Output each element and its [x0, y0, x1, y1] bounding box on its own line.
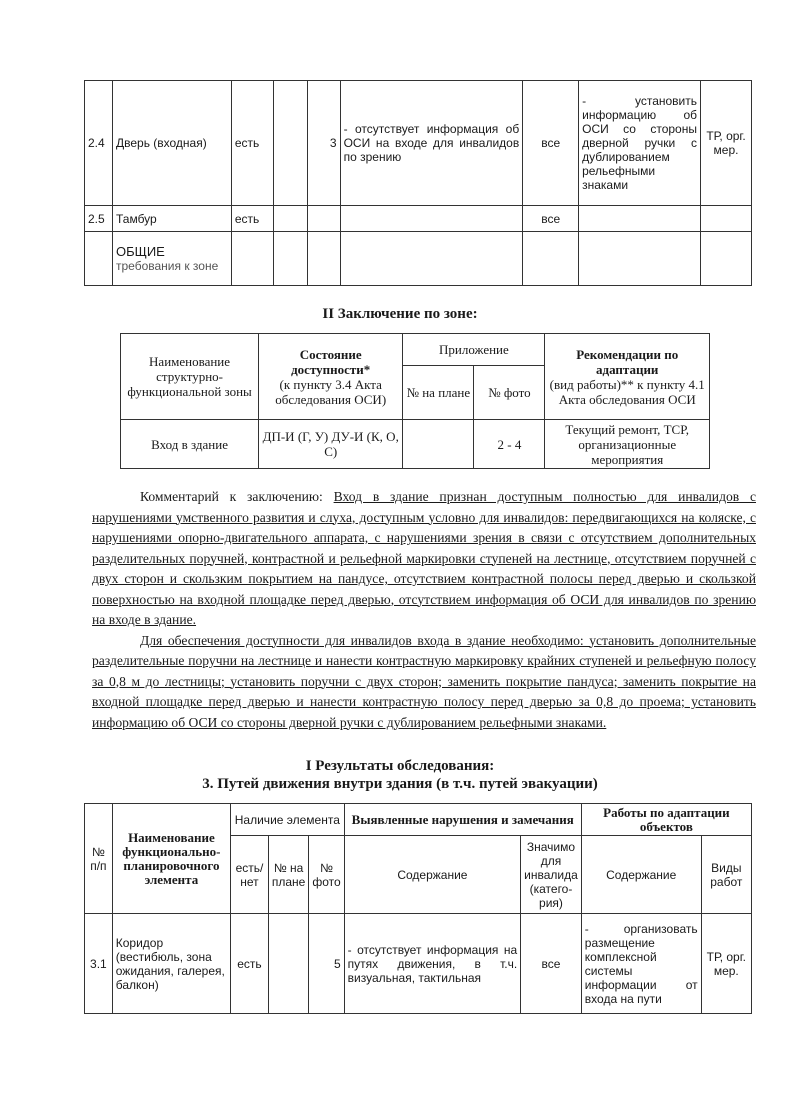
- work-type-cell: ТР, орг. мер.: [701, 81, 752, 206]
- paths-table: [84, 803, 752, 1014]
- row-number: 2.4: [85, 81, 113, 206]
- presence-cell: есть: [231, 914, 269, 1014]
- recommendation-paragraph: Для обеспечения доступности для инвалидов входа в здание необходимо: установить дополнительные разделительные поручни на лестнице и нанести контрастную маркировку крайних ступеней и рельефную полосу за 0,8 м до лестницы; установить поручни с двух сторон; заменить покрытие пандуса; заменить покрытие на входной площадке перед дверью и нанести контрастную полосу перед дверью за 0,8 до проема; установить информацию об ОСИ со стороны дверной ручки с дублированием рельефными знаками.: [92, 632, 756, 730]
- zone-name-header: Наименование структурно-функциональной зоны: [121, 334, 259, 420]
- plan-number-cell: [273, 81, 307, 206]
- violation-cell: [340, 232, 523, 286]
- table-row: [85, 81, 752, 206]
- exists-header: есть/ нет: [231, 836, 269, 914]
- significance-cell: все: [523, 206, 579, 232]
- plan-number-header: № на плане: [268, 836, 308, 914]
- table-row: [85, 206, 752, 232]
- photo-number-cell: [307, 232, 340, 286]
- photo-number-header: № фото: [309, 836, 344, 914]
- violation-cell: - отсутствует информация об ОСИ на входе для инвалидов по зрению: [340, 81, 523, 206]
- plan-number-cell: [273, 206, 307, 232]
- photo-number-cell: 5: [309, 914, 344, 1014]
- table-row: [85, 232, 752, 286]
- work-type-cell: [701, 206, 752, 232]
- presence-cell: есть: [231, 81, 273, 206]
- element-name: Коридор (вестибюль, зона ожидания, галерея, балкон): [112, 914, 230, 1014]
- work-type-cell: ТР, орг. мер.: [701, 914, 751, 1014]
- results-heading: I Результаты обследования:: [305, 758, 495, 774]
- work-content-cell: [579, 232, 701, 286]
- element-name-header: Наименование функционально-планировочного элемента: [112, 804, 230, 914]
- comment-label: Комментарий к заключению:: [140, 489, 334, 504]
- accessibility-state-header: [259, 334, 403, 420]
- significance-cell: [523, 232, 579, 286]
- table-row: [85, 914, 752, 1014]
- work-type-header: Виды работ: [701, 836, 751, 914]
- table-row: [121, 420, 710, 469]
- element-name: [112, 232, 231, 286]
- work-content-cell: - установить информацию об ОСИ со стороны дверной ручки с дублированием рельефными знаками: [579, 81, 701, 206]
- comment-text: Вход в здание признан доступным полностью для инвалидов с нарушениями умственного развития и слуха, доступным условно для инвалидов: передвигающихся на коляске, с нарушениями опорно-двигательного аппарата, с нарушениями зрения в связи с отсутствием дополнительных разделительных поручней, контрастной и рельефной маркировки ступеней на лестнице, отсутствием поручней с двух сторон и скользким покрытием на пандусе, отсутствием контрастной полосы перед дверью и скользкой поверхностью на входной площадке перед дверью, отсутствием информация об ОСИ для инвалидов по зрению на входе в здание.: [92, 489, 756, 627]
- accessibility-state-cell: ДП-И (Г, У) ДУ-И (К, О, С): [259, 420, 403, 469]
- recommendations-note: (вид работы)** к пункту 4.1 Акта обследования ОСИ: [549, 376, 705, 407]
- row-number: 2.5: [85, 206, 113, 232]
- recommendations-title: Рекомендации по адаптации: [576, 346, 679, 377]
- zone-table-continued: [84, 80, 752, 286]
- violation-cell: [340, 206, 523, 232]
- work-content-header: Содержание: [581, 836, 701, 914]
- work-content-cell: [579, 206, 701, 232]
- conclusion-table: [120, 333, 710, 469]
- section-heading: 3. Путей движения внутри здания (в т.ч. путей эвакуации): [202, 776, 598, 792]
- work-content-cell: - организовать размещение комплексной системы информации от входа на пути: [581, 914, 701, 1014]
- row-number: [85, 232, 113, 286]
- comment-paragraph: [92, 487, 756, 631]
- conclusion-comment: [92, 487, 756, 733]
- accessibility-state-title: Состояние доступности*: [291, 346, 371, 377]
- element-name: Дверь (входная): [112, 81, 231, 206]
- work-type-cell: [701, 232, 752, 286]
- number-header: № п/п: [85, 804, 113, 914]
- presence-cell: есть: [231, 206, 273, 232]
- header-row: [85, 804, 752, 836]
- presence-cell: [231, 232, 273, 286]
- violation-cell: - отсутствует информация на путях движения, в т.ч. визуальная, тактильная: [344, 914, 521, 1014]
- accessibility-state-note: (к пункту 3.4 Акта обследования ОСИ): [275, 376, 387, 407]
- row-number: 3.1: [85, 914, 113, 1014]
- appendix-header: Приложение: [403, 334, 545, 366]
- violation-content-header: Содержание: [344, 836, 521, 914]
- significance-cell: все: [521, 914, 582, 1014]
- conclusion-heading: II Заключение по зоне:: [322, 306, 478, 322]
- element-name-line1: ОБЩИЕ: [115, 243, 165, 259]
- header-row: [121, 334, 710, 366]
- photo-number-cell: [307, 206, 340, 232]
- works-header: Работы по адаптации объектов: [581, 804, 751, 836]
- plan-number-cell: [268, 914, 308, 1014]
- significance-cell: все: [523, 81, 579, 206]
- photo-number-cell: 3: [307, 81, 340, 206]
- recommendations-header: [545, 334, 710, 420]
- photo-number-header: № фото: [474, 366, 545, 420]
- recommendation-cell: Текущий ремонт, ТСР, организационные мероприятия: [545, 420, 710, 469]
- element-name-rest: требования к зоне: [115, 258, 219, 273]
- photo-number-cell: 2 - 4: [474, 420, 545, 469]
- plan-number-cell: [403, 420, 474, 469]
- zone-name-cell: Вход в здание: [121, 420, 259, 469]
- plan-number-header: № на плане: [403, 366, 474, 420]
- violations-header: Выявленные нарушения и замечания: [344, 804, 581, 836]
- element-name: Тамбур: [112, 206, 231, 232]
- presence-header: Наличие элемента: [231, 804, 345, 836]
- plan-number-cell: [273, 232, 307, 286]
- significance-header: Значимо для инвалида (катего-рия): [521, 836, 582, 914]
